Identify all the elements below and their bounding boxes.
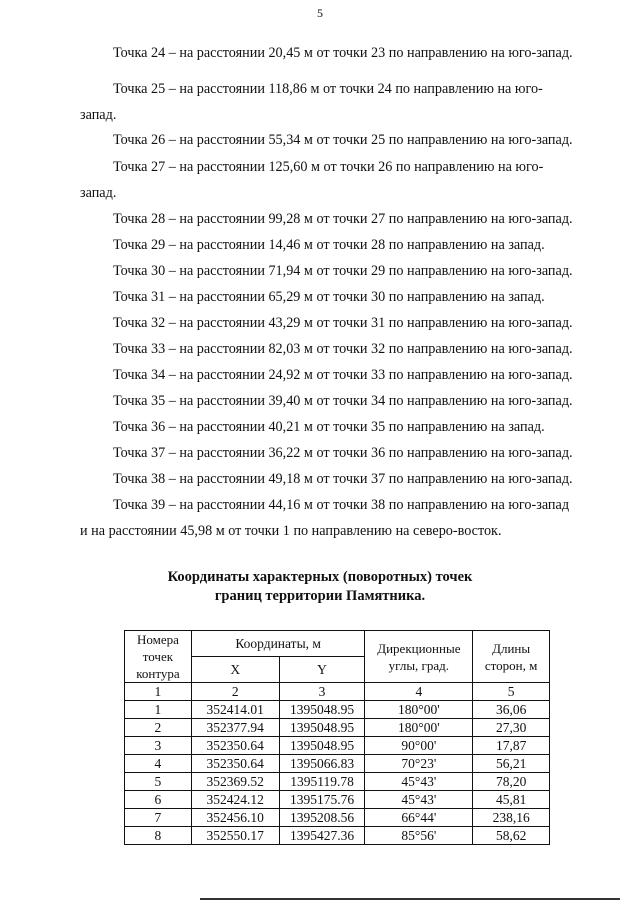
cell-length: 27,30 xyxy=(473,719,550,737)
cell-angle: 85°56' xyxy=(365,827,473,845)
table-heading xyxy=(0,568,640,606)
cell-point: 8 xyxy=(125,827,192,845)
cell-x: 352414.01 xyxy=(191,701,279,719)
cell-x: 352377.94 xyxy=(191,719,279,737)
cell-length: 58,62 xyxy=(473,827,550,845)
cell-x: 352350.64 xyxy=(191,737,279,755)
index-cell: 2 xyxy=(191,683,279,701)
table-index-row xyxy=(125,683,550,701)
cell-y: 1395175.76 xyxy=(279,791,365,809)
cell-angle: 45°43' xyxy=(365,791,473,809)
paragraph-point-39: Точка 39 – на расстоянии 44,16 м от точки 38 по направлению на юго-запад xyxy=(113,497,570,513)
cell-y: 1395048.95 xyxy=(279,737,365,755)
table-heading-line-2: границ территории Памятника. xyxy=(214,588,426,604)
paragraph-point-27-continuation: запад. xyxy=(80,185,117,201)
header-side-lengths: Длины сторон, м xyxy=(473,631,550,683)
header-y: Y xyxy=(279,657,365,683)
cell-angle: 70°23' xyxy=(365,755,473,773)
table-row xyxy=(125,719,550,737)
cell-y: 1395048.95 xyxy=(279,719,365,737)
header-x: X xyxy=(191,657,279,683)
cell-y: 1395119.78 xyxy=(279,773,365,791)
cell-length: 238,16 xyxy=(473,809,550,827)
paragraph-point-24: Точка 24 – на расстоянии 20,45 м от точки 23 по направлению на юго-запад. xyxy=(113,45,573,61)
paragraph-point-25: Точка 25 – на расстоянии 118,86 м от точки 24 по направлению на юго- xyxy=(113,81,543,97)
paragraph-point-26: Точка 26 – на расстоянии 55,34 м от точки 25 по направлению на юго-запад. xyxy=(113,132,573,148)
paragraph-point-27: Точка 27 – на расстоянии 125,60 м от точки 26 по направлению на юго- xyxy=(113,159,544,175)
table-row xyxy=(125,773,550,791)
cell-y: 1395427.36 xyxy=(279,827,365,845)
table-row xyxy=(125,701,550,719)
paragraph-point-39-continuation: и на расстоянии 45,98 м от точки 1 по направлению на северо-восток. xyxy=(80,523,502,539)
table-row xyxy=(125,737,550,755)
index-cell: 4 xyxy=(365,683,473,701)
cell-length: 56,21 xyxy=(473,755,550,773)
index-cell: 3 xyxy=(279,683,365,701)
paragraph-point-30: Точка 30 – на расстоянии 71,94 м от точки 29 по направлению на юго-запад. xyxy=(113,263,573,279)
coordinates-table xyxy=(124,630,550,845)
paragraph-point-34: Точка 34 – на расстоянии 24,92 м от точки 33 по направлению на юго-запад. xyxy=(113,367,573,383)
scan-edge-line xyxy=(200,898,620,900)
paragraph-point-37: Точка 37 – на расстоянии 36,22 м от точки 36 по направлению на юго-запад. xyxy=(113,445,573,461)
cell-length: 45,81 xyxy=(473,791,550,809)
cell-y: 1395208.56 xyxy=(279,809,365,827)
table-row xyxy=(125,827,550,845)
table-heading-line-1: Координаты характерных (поворотных) точек xyxy=(167,569,473,585)
cell-point: 4 xyxy=(125,755,192,773)
paragraph-point-25-continuation: запад. xyxy=(80,107,117,123)
paragraph-point-32: Точка 32 – на расстоянии 43,29 м от точки 31 по направлению на юго-запад. xyxy=(113,315,573,331)
header-directional-angles: Дирекционные углы, град. xyxy=(365,631,473,683)
paragraph-point-38: Точка 38 – на расстоянии 49,18 м от точки 37 по направлению на юго-запад. xyxy=(113,471,573,487)
paragraph-point-33: Точка 33 – на расстоянии 82,03 м от точки 32 по направлению на юго-запад. xyxy=(113,341,573,357)
cell-angle: 45°43' xyxy=(365,773,473,791)
paragraph-point-28: Точка 28 – на расстоянии 99,28 м от точки 27 по направлению на юго-запад. xyxy=(113,211,573,227)
cell-length: 36,06 xyxy=(473,701,550,719)
cell-y: 1395066.83 xyxy=(279,755,365,773)
cell-point: 5 xyxy=(125,773,192,791)
table-row xyxy=(125,755,550,773)
cell-x: 352456.10 xyxy=(191,809,279,827)
cell-angle: 180°00' xyxy=(365,719,473,737)
cell-angle: 90°00' xyxy=(365,737,473,755)
index-cell: 5 xyxy=(473,683,550,701)
cell-x: 352550.17 xyxy=(191,827,279,845)
cell-point: 1 xyxy=(125,701,192,719)
cell-x: 352369.52 xyxy=(191,773,279,791)
header-coordinates: Координаты, м xyxy=(191,631,365,657)
header-point-number: Номера точек контура xyxy=(125,631,192,683)
paragraph-point-29: Точка 29 – на расстоянии 14,46 м от точки 28 по направлению на запад. xyxy=(113,237,545,253)
cell-point: 2 xyxy=(125,719,192,737)
cell-angle: 180°00' xyxy=(365,701,473,719)
table-row xyxy=(125,791,550,809)
cell-angle: 66°44' xyxy=(365,809,473,827)
cell-x: 352350.64 xyxy=(191,755,279,773)
cell-point: 6 xyxy=(125,791,192,809)
paragraph-point-31: Точка 31 – на расстоянии 65,29 м от точки 30 по направлению на запад. xyxy=(113,289,545,305)
cell-point: 3 xyxy=(125,737,192,755)
paragraph-point-35: Точка 35 – на расстоянии 39,40 м от точки 34 по направлению на юго-запад. xyxy=(113,393,573,409)
cell-length: 17,87 xyxy=(473,737,550,755)
table-row xyxy=(125,809,550,827)
cell-y: 1395048.95 xyxy=(279,701,365,719)
page-number: 5 xyxy=(317,6,323,20)
index-cell: 1 xyxy=(125,683,192,701)
cell-length: 78,20 xyxy=(473,773,550,791)
cell-x: 352424.12 xyxy=(191,791,279,809)
paragraph-point-36: Точка 36 – на расстоянии 40,21 м от точки 35 по направлению на запад. xyxy=(113,419,545,435)
cell-point: 7 xyxy=(125,809,192,827)
